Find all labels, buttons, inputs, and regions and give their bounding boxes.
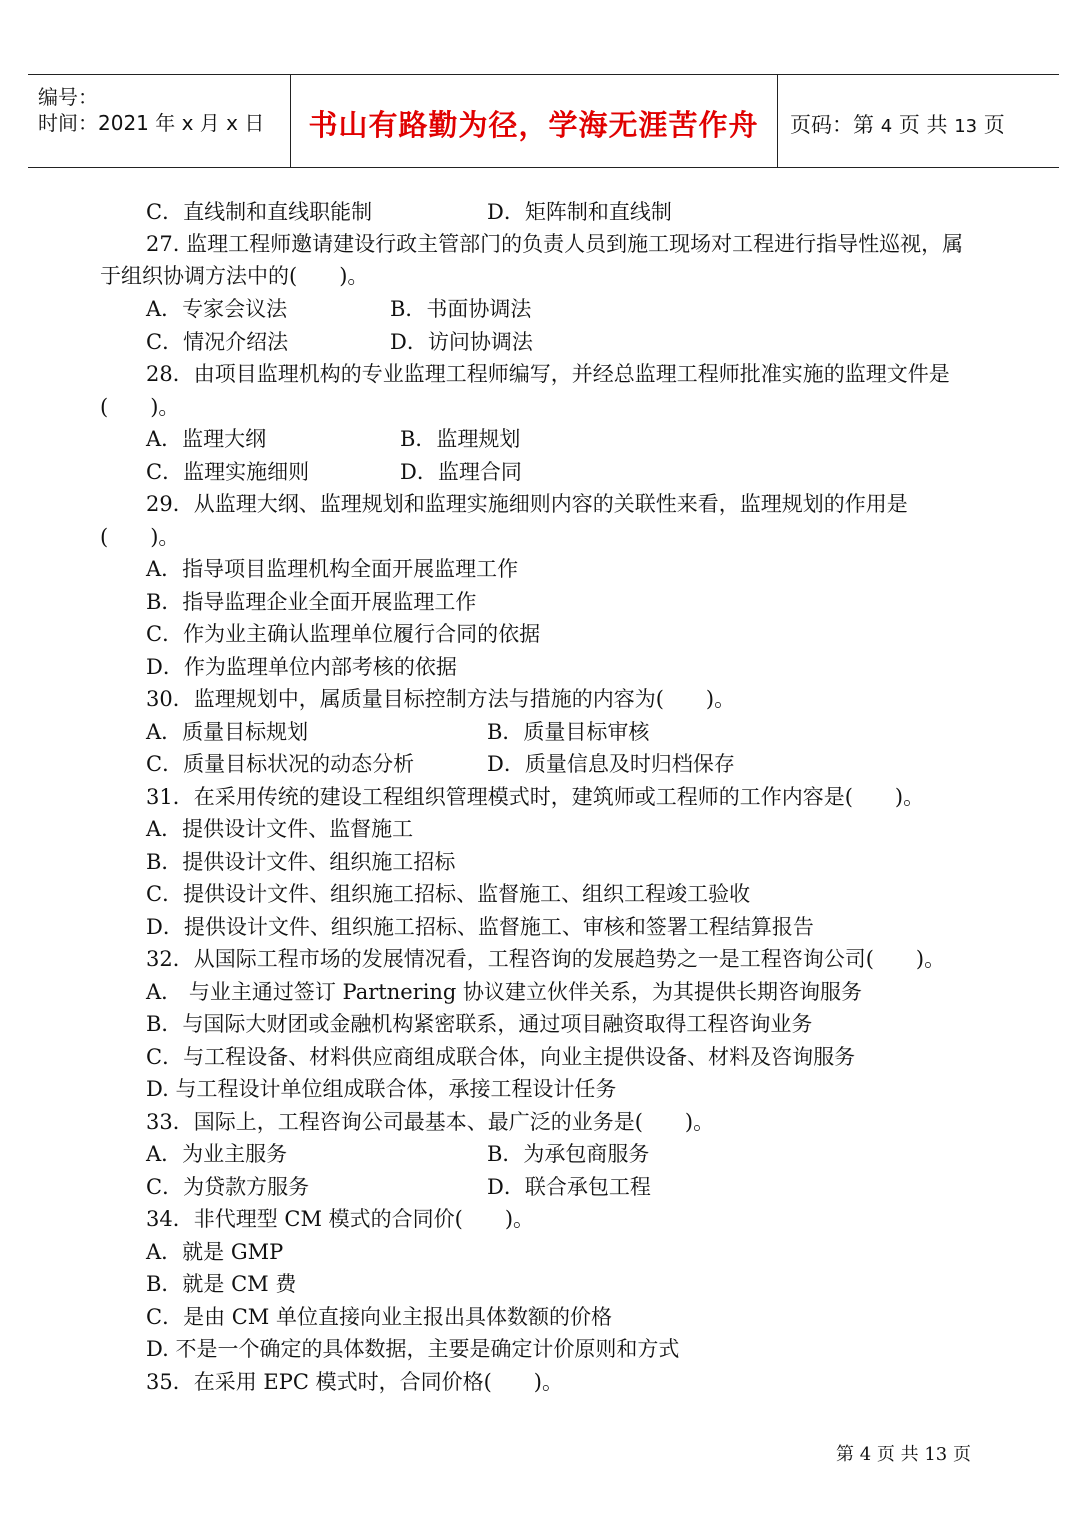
page-total: 13 [954, 116, 978, 137]
document-number-label: 编号： [38, 85, 98, 109]
text-line: D．作为监理单位内部考核的依据 [146, 655, 457, 679]
header-center-cell [290, 75, 778, 167]
text-line: 27. 监理工程师邀请建设行政主管部门的负责人员到施工现场对工程进行指导性巡视，属 [146, 232, 964, 256]
text-line: D．提供设计文件、组织施工招标、监督施工、审核和签署工程结算报告 [146, 915, 814, 939]
text-line: D. 不是一个确定的具体数据，主要是确定计价原则和方式 [146, 1337, 680, 1361]
page-current: 4 [880, 116, 893, 137]
text-line: A．专家会议法 [146, 297, 288, 321]
text-line: 29．从监理大纲、监理规划和监理实施细则内容的关联性来看，监理规划的作用是 [146, 492, 908, 516]
text-line: B．指导监理企业全面开展监理工作 [146, 590, 477, 614]
text-line: C．为贷款方服务 [146, 1175, 310, 1199]
text-line: B．提供设计文件、组织施工招标 [146, 850, 456, 874]
text-line: B．为承包商服务 [487, 1142, 650, 1166]
text-line: A．为业主服务 [146, 1142, 288, 1166]
text-line: C．质量目标状况的动态分析 [146, 752, 415, 776]
text-line: A． 与业主通过签订 Partnering 协议建立伙伴关系，为其提供长期咨询服务 [146, 980, 863, 1004]
header-motto: 书山有路勤为径，学海无涯苦作舟 [308, 108, 759, 142]
text-line: A．提供设计文件、监督施工 [146, 817, 414, 841]
text-line: 32．从国际工程市场的发展情况看，工程咨询的发展趋势之一是工程咨询公司( )。 [146, 947, 946, 971]
page-suffix: 页 [983, 113, 1005, 137]
text-line: 28．由项目监理机构的专业监理工程师编写，并经总监理工程师批准实施的监理文件是 [146, 362, 950, 386]
text-line: 34．非代理型 CM 模式的合同价( )。 [146, 1207, 535, 1231]
text-line: A．监理大纲 [146, 427, 267, 451]
text-line: 33．国际上，工程咨询公司最基本、最广泛的业务是( )。 [146, 1110, 715, 1134]
text-line: ( )。 [100, 525, 180, 549]
text-line: C．作为业主确认监理单位履行合同的依据 [146, 622, 541, 646]
text-line: A．指导项目监理机构全面开展监理工作 [146, 557, 519, 581]
text-line: A．就是 GMP [146, 1240, 284, 1264]
text-line: C．情况介绍法 [146, 330, 289, 354]
text-line: 35．在采用 EPC 模式时，合同价格( )。 [146, 1370, 563, 1394]
header-right-cell [778, 75, 1059, 167]
header-page-info [790, 109, 1005, 139]
text-line: D. 与工程设计单位组成联合体，承接工程设计任务 [146, 1077, 617, 1101]
header-left-cell [28, 75, 291, 167]
text-line: B．书面协调法 [390, 297, 532, 321]
text-line: B．就是 CM 费 [146, 1272, 297, 1296]
page-header [28, 74, 1059, 168]
text-line: D．质量信息及时归档保存 [487, 752, 735, 776]
text-line: 30．监理规划中，属质量目标控制方法与措施的内容为( )。 [146, 687, 736, 711]
text-line: B．质量目标审核 [487, 720, 650, 744]
text-line: B．与国际大财团或金融机构紧密联系，通过项目融资取得工程咨询业务 [146, 1012, 813, 1036]
text-line: ( )。 [100, 395, 180, 419]
page-mid: 页 共 [898, 113, 948, 137]
text-line: C．监理实施细则 [146, 460, 310, 484]
text-line: D．访问协调法 [390, 330, 533, 354]
document-time-label: 时间：2021 年 x 月 x 日 [38, 111, 265, 135]
text-line: A．质量目标规划 [146, 720, 309, 744]
text-line: C．与工程设备、材料供应商组成联合体，向业主提供设备、材料及咨询服务 [146, 1045, 856, 1069]
text-line: 于组织协调方法中的( )。 [100, 264, 369, 288]
text-line: D．矩阵制和直线制 [487, 200, 672, 224]
text-line: D．监理合同 [400, 460, 522, 484]
page-footer: 第 4 页 共 13 页 [836, 1444, 971, 1465]
text-line: C．是由 CM 单位直接向业主报出具体数额的价格 [146, 1305, 612, 1329]
text-line: C．提供设计文件、组织施工招标、监督施工、组织工程竣工验收 [146, 882, 751, 906]
text-line: B．监理规划 [400, 427, 521, 451]
text-line: 31．在采用传统的建设工程组织管理模式时，建筑师或工程师的工作内容是( )。 [146, 785, 925, 809]
text-line: C．直线制和直线职能制 [146, 200, 373, 224]
page-prefix: 页码：第 [790, 113, 874, 137]
text-line: D．联合承包工程 [487, 1175, 651, 1199]
